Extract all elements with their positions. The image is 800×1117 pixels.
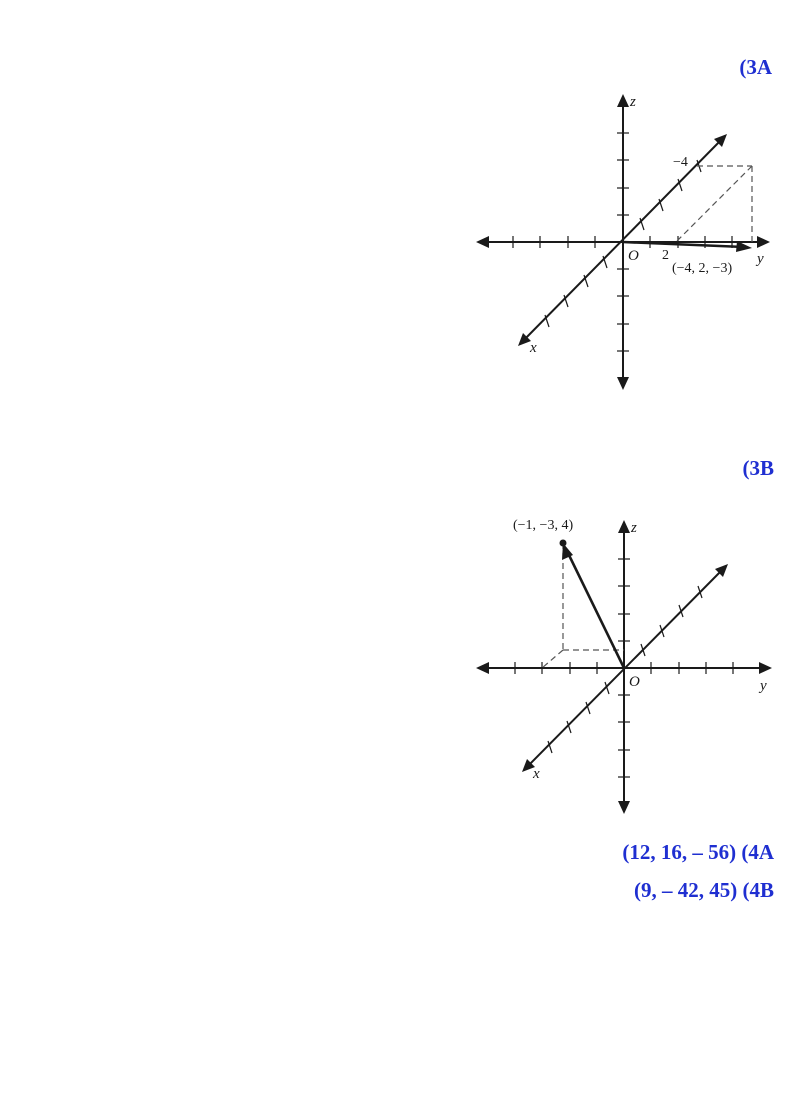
z-minus4-label-3a: −4 xyxy=(673,155,688,170)
answer-3b-label: (3B xyxy=(742,456,774,480)
z-axis-label-3a: z xyxy=(630,94,636,110)
x-axis-label-3b: x xyxy=(533,766,540,782)
answer-4b-label: (9, – 42, 45) (4B xyxy=(634,878,774,902)
z-axis-arrow-bottom-3b xyxy=(618,801,630,814)
y-2-label-3a: 2 xyxy=(662,248,669,263)
y-axis-label-3a: y xyxy=(757,251,764,267)
answer-4a-label: (12, 16, – 56) (4A xyxy=(622,840,774,864)
figure-3a-vector-diagram xyxy=(0,0,800,420)
dashed-construction-lines-3b xyxy=(542,543,624,668)
y-axis-arrow-right-3a xyxy=(757,236,770,248)
y-axis-arrow-left-3b xyxy=(476,662,489,674)
z-axis-label-3b: z xyxy=(631,520,637,536)
dashed-construction-lines-3a xyxy=(676,166,752,242)
z-axis-arrow-bottom-3a xyxy=(617,377,629,390)
answer-3a-label: (3A xyxy=(739,55,772,79)
origin-label-3a: O xyxy=(628,248,639,264)
point-label-3b: (−1, −3, 4) xyxy=(513,518,574,533)
x-axis-label-3a: x xyxy=(530,340,537,356)
point-label-3a: (−4, 2, −3) xyxy=(672,261,733,276)
vector-endpoint-dot-3b xyxy=(560,540,567,547)
origin-label-3b: O xyxy=(629,674,640,690)
z-axis-arrow-top-3a xyxy=(617,94,629,107)
y-axis-label-3b: y xyxy=(760,678,767,694)
z-axis-arrow-top-3b xyxy=(618,520,630,533)
y-axis-arrow-right-3b xyxy=(759,662,772,674)
figure-3b-vector-diagram xyxy=(0,420,800,840)
y-axis-arrow-left-3a xyxy=(476,236,489,248)
